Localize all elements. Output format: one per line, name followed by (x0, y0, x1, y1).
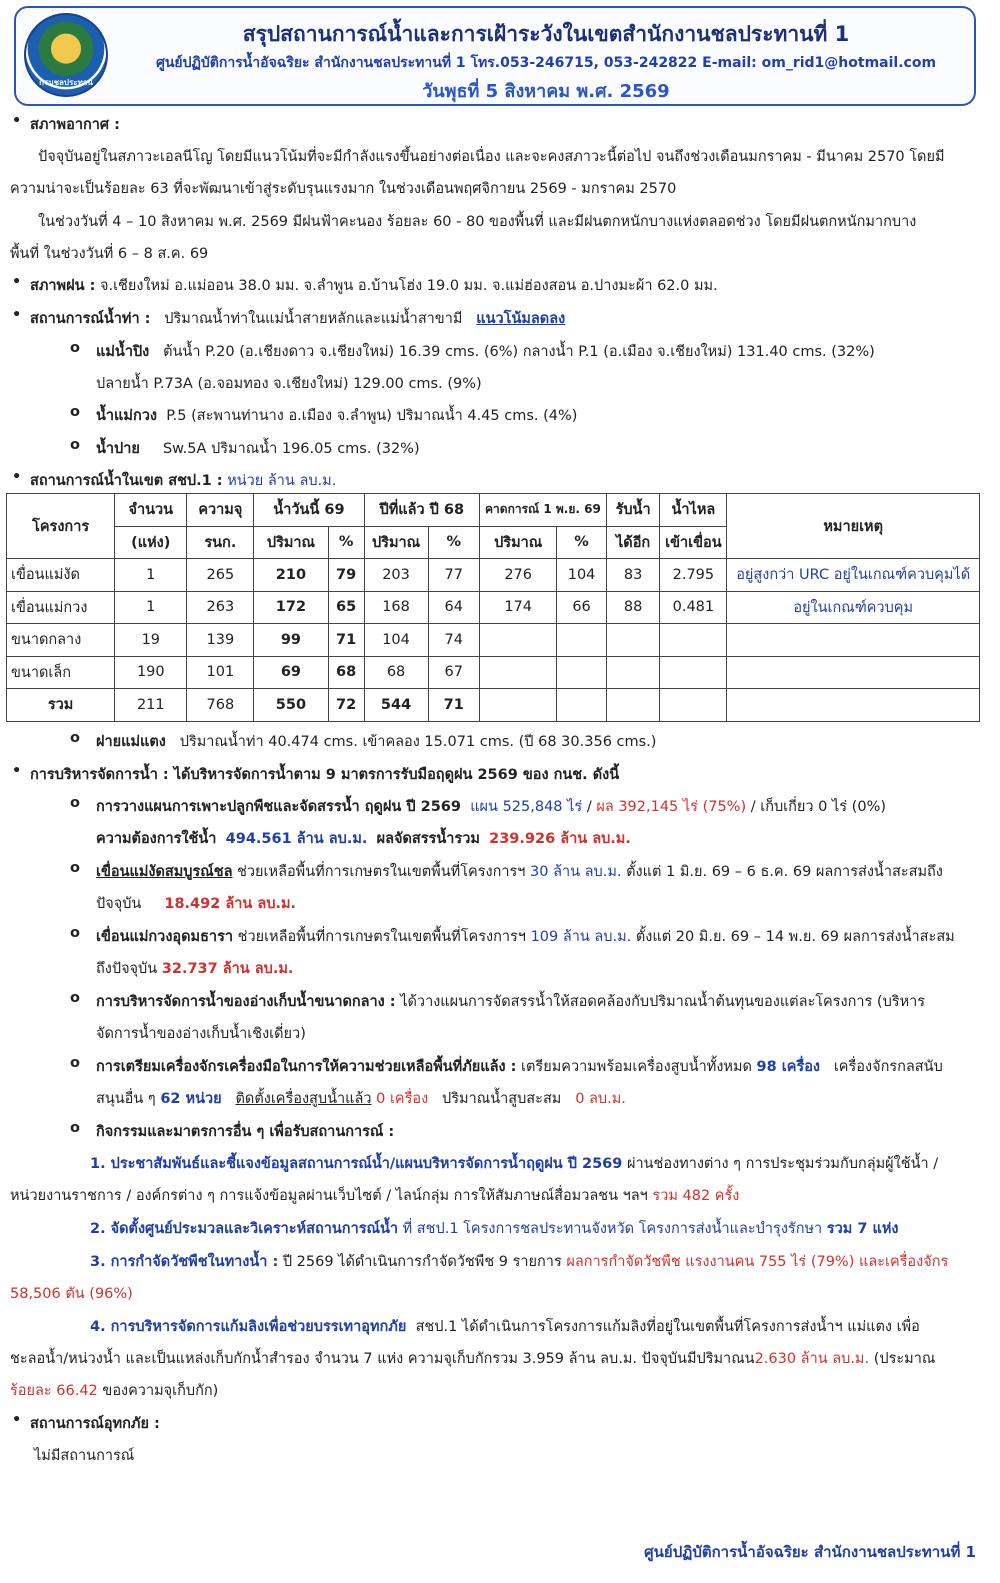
col-forecast: คาดการณ์ 1 พ.ย. 69 (480, 494, 607, 527)
bullet-icon: • (12, 469, 22, 485)
circle-bullet-icon: o (70, 404, 80, 420)
mgmt-item-6: กิจกรรมและมาตรการอื่น ๆ เพื่อรับสถานการณ์ : (96, 1124, 395, 1140)
mgmt-item-5b: สนุนอื่น ๆ 62 หน่วย ติดตั้งเครื่องสูบน้ำแล้ว 0 เครื่อง ปริมาณน้ำสูบสะสม 0 ลบ.ม. (96, 1091, 626, 1107)
circle-bullet-icon: o (70, 1120, 80, 1136)
table-total-row: รวม 211 768 550 72 544 71 (7, 689, 980, 722)
table-row: เขื่อนแม่กวง 1 263 172 65 168 64 174 66 88 0.481 อยู่ในเกณฑ์ควบคุม (7, 591, 980, 624)
activity-4: 4. การบริหารจัดการแก้มลิงเพื่อช่วยบรรเทาอุทกภัย สชป.1 ได้ดำเนินการโครงการแก้มลิงที่อยู่ในเขตพื้นที่โครงการส่งน้ำฯ แม่แตง เพื่อ (90, 1319, 920, 1335)
report-title: สรุปสถานการณ์น้ำและการเฝ้าระวังในเขตสำนักงานชลประทานที่ 1 (242, 22, 850, 46)
weather-text-2b: พื้นที่ ในช่วงวันที่ 6 – 8 ส.ค. 69 (10, 246, 209, 262)
activity-3b: 58,506 ตัน (96%) (10, 1286, 133, 1302)
maetaeng-text: ปริมาณน้ำท่า 40.474 cms. เข้าคลอง 15.071 cms. (ปี 68 30.356 cms.) (179, 734, 657, 750)
bullet-icon: • (12, 274, 22, 290)
col-capacity-unit: รนก. (187, 526, 254, 559)
circle-bullet-icon: o (70, 437, 80, 453)
col-count-unit: (แห่ง) (115, 526, 187, 559)
col-today: น้ำวันนี้ 69 (254, 494, 364, 527)
reservoir-heading-line (30, 469, 336, 492)
runoff-trend: แนวโน้มลดลง (476, 311, 566, 327)
circle-bullet-icon: o (70, 860, 80, 876)
maetaeng-line (96, 730, 656, 753)
mgmt-item-3: เขื่อนแม่กวงอุดมธารา ช่วยเหลือพื้นที่การเกษตรในเขตพื้นที่โครงการฯ 109 ล้าน ลบ.ม. ตั้งแต่ 20 มิ.ย. 69 – 14 พ.ย. 69 ผลการส่งน้ำสะสม (96, 929, 955, 945)
col-count: จำนวน (115, 494, 187, 527)
pai-line (96, 437, 420, 460)
ping-line (96, 340, 875, 363)
logo-text: กรมชลประทาน (39, 78, 93, 87)
runoff-line (30, 307, 565, 330)
reservoir-table (6, 493, 980, 722)
flood-heading: สถานการณ์อุทกภัย : (30, 1416, 160, 1432)
rain-line (30, 274, 718, 297)
activity-4b: ชะลอน้ำ/หน่วงน้ำ และเป็นแหล่งเก็บกักน้ำสำรอง จำนวน 7 แห่ง ความจุเก็บกักรวม 3.959 ล้าน ลบ.ม. ปัจจุบันมีปริมาณน2.630 ล้าน ลบ.ม. (ประมาณ (10, 1351, 936, 1367)
remark-cell: อยู่ในเกณฑ์ควบคุม (727, 591, 980, 624)
col-ly-volume: ปริมาณ (364, 526, 428, 559)
circle-bullet-icon: o (70, 990, 80, 1006)
activity-1b: หน่วยงานราชการ / องค์กรต่าง ๆ การแจ้งข้อมูลผ่านเว็บไซต์ / ไลน์กลุ่ม การให้สัมภาษณ์สื่อมวลชน ฯลฯ รวม 482 ครั้ง (10, 1188, 740, 1204)
table-row: เขื่อนแม่งัด 1 265 210 79 203 77 276 104 83 2.795 อยู่สูงกว่า URC อยู่ในเกณฑ์ควบคุมได้ (7, 559, 980, 592)
col-last-year: ปีที่แล้ว ปี 68 (364, 494, 479, 527)
rid-logo-icon (24, 13, 108, 97)
circle-bullet-icon: o (70, 340, 80, 356)
report-contact: ศูนย์ปฏิบัติการน้ำอัจฉริยะ สำนักงานชลประทานที่ 1 โทร.053-246715, 053-242822 E-mail: om_rid1@hotmail.com (155, 55, 937, 71)
circle-bullet-icon: o (70, 730, 80, 746)
table-row: ขนาดเล็ก 190 101 69 68 68 67 (7, 656, 980, 689)
runoff-text: ปริมาณน้ำท่าในแม่น้ำสายหลักและแม่น้ำสาขามี (164, 311, 463, 327)
runoff-heading: สถานการณ์น้ำท่า : (30, 311, 151, 327)
weather-text-1a: ปัจจุบันอยู่ในสภาวะเอลนีโญ โดยมีแนวโน้มที่จะมีกำลังแรงขึ้นอย่างต่อเนื่อง และจะคงสภาวะนี้ต่อไป จนถึงช่วงเดือนมกราคม - มีนาคม 2570 โดยมี (38, 149, 945, 165)
kuang-line (96, 404, 577, 427)
reservoir-heading: สถานการณ์น้ำในเขต สชป.1 : (30, 473, 223, 489)
mgmt-item-1b: ความต้องการใช้น้ำ 494.561 ล้าน ลบ.ม. ผลจัดสรรน้ำรวม 239.926 ล้าน ลบ.ม. (96, 831, 631, 847)
mgmt-item-3b: ถึงปัจจุบัน 32.737 ล้าน ลบ.ม. (96, 961, 294, 977)
col-inflow: น้ำไหล (660, 494, 727, 527)
pai-text: Sw.5A ปริมาณน้ำ 196.05 cms. (32%) (162, 441, 420, 457)
bullet-icon: • (12, 763, 22, 779)
col-remark: หมายเหตุ (727, 494, 980, 559)
col-capacity: ความจุ (187, 494, 254, 527)
col-inflow-2: เข้าเขื่อน (660, 526, 727, 559)
col-fc-pct: % (557, 526, 606, 559)
col-receive-2: ได้อีก (606, 526, 660, 559)
pai-label: น้ำปาย (96, 441, 140, 457)
rain-text: จ.เชียงใหม่ อ.แม่ออน 38.0 มม. จ.ลำพูน อ.บ้านโฮ่ง 19.0 มม. จ.แม่ฮ่องสอน อ.ปางมะผ้า 62.0 มม. (99, 278, 718, 294)
activity-1: 1. ประชาสัมพันธ์และชี้แจงข้อมูลสถานการณ์น้ำ/แผนบริหารจัดการน้ำฤดูฝน ปี 2569 ผ่านช่องทางต่าง ๆ การประชุมร่วมกับกลุ่มผู้ใช้น้ำ / (90, 1156, 939, 1172)
mgmt-item-4: การบริหารจัดการน้ำของอ่างเก็บน้ำขนาดกลาง : ได้วางแผนการจัดสรรน้ำให้สอดคล้องกับปริมาณน้ำต้นทุนของแต่ละโครงการ (บริหาร (96, 994, 926, 1010)
weather-text-1b: ความน่าจะเป็นร้อยละ 63 ที่จะพัฒนาเข้าสู่ระดับรุนแรงมาก ในช่วงเดือนพฤศจิกายน 2569 - มกราคม 2570 (10, 181, 677, 197)
table-row: ขนาดกลาง 19 139 99 71 104 74 (7, 624, 980, 657)
activity-4c: ร้อยละ 66.42 ของความจุเก็บกัก) (10, 1383, 219, 1399)
col-today-volume: ปริมาณ (254, 526, 328, 559)
management-heading: การบริหารจัดการน้ำ : ได้บริหารจัดการน้ำตาม 9 มาตรการรับมือฤดูฝน 2569 ของ กนช. ดังนี้ (30, 767, 620, 783)
col-today-pct: % (328, 526, 364, 559)
weather-text-2a: ในช่วงวันที่ 4 – 10 สิงหาคม พ.ศ. 2569 มีฝนฟ้าคะนอง ร้อยละ 60 - 80 ของพื้นที่ และมีฝนตกหนักบางแห่งตลอดช่วง โดยมีฝนตกหนักมากบาง (38, 214, 917, 230)
circle-bullet-icon: o (70, 795, 80, 811)
col-fc-volume: ปริมาณ (480, 526, 557, 559)
circle-bullet-icon: o (70, 1055, 80, 1071)
ping-text: ต้นน้ำ P.20 (อ.เชียงดาว จ.เชียงใหม่) 16.39 cms. (6%) กลางน้ำ P.1 (อ.เมือง จ.เชียงใหม่) 131.40 cms. (32%) (163, 344, 875, 360)
activity-2: 2. จัดตั้งศูนย์ประมวลและวิเคราะห์สถานการณ์น้ำ ที่ สชป.1 โครงการชลประทานจังหวัด โครงการส่งน้ำและบำรุงรักษา รวม 7 แห่ง (90, 1221, 899, 1237)
footer-signature: ศูนย์ปฏิบัติการน้ำอัจฉริยะ สำนักงานชลประทานที่ 1 (644, 1543, 976, 1561)
mgmt-item-2b: ปัจจุบัน 18.492 ล้าน ลบ.ม. (96, 896, 297, 912)
weather-heading: • สภาพอากาศ : (30, 113, 120, 136)
table-header-row (7, 494, 980, 527)
maetaeng-label: ฝายแม่แตง (96, 734, 166, 750)
mgmt-item-4b: จัดการน้ำของอ่างเก็บน้ำเชิงเดี่ยว) (96, 1026, 306, 1042)
bullet-icon: • (12, 307, 22, 323)
ping-text-b: ปลายน้ำ P.73A (อ.จอมทอง จ.เชียงใหม่) 129.00 cms. (9%) (96, 376, 482, 392)
ping-label: แม่น้ำปิง (96, 344, 150, 360)
remark-cell: อยู่สูงกว่า URC อยู่ในเกณฑ์ควบคุมได้ (727, 559, 980, 592)
mgmt-item-1: การวางแผนการเพาะปลูกพืชและจัดสรรน้ำ ฤดูฝน ปี 2569 แผน 525,848 ไร่ / ผล 392,145 ไร่ (75%) / เก็บเกี่ยว 0 ไร่ (0%) (96, 799, 886, 815)
col-receive: รับน้ำ (606, 494, 660, 527)
mgmt-item-5: การเตรียมเครื่องจักรเครื่องมือในการให้ความช่วยเหลือพื้นที่ภัยแล้ง : เตรียมความพร้อมเครื่องสูบน้ำทั้งหมด 98 เครื่อง เครื่องจักรกลสนับ (96, 1059, 943, 1075)
report-date: วันพุธที่ 5 สิงหาคม พ.ศ. 2569 (422, 81, 670, 102)
report-header (14, 6, 976, 106)
circle-bullet-icon: o (70, 925, 80, 941)
flood-text: ไม่มีสถานการณ์ (34, 1448, 135, 1464)
col-ly-pct: % (428, 526, 480, 559)
rain-heading: สภาพฝน : (30, 278, 96, 294)
kuang-text: P.5 (สะพานท่านาง อ.เมือง จ.ลำพูน) ปริมาณน้ำ 4.45 cms. (4%) (166, 408, 578, 424)
col-project: โครงการ (7, 494, 115, 559)
mgmt-item-2: เขื่อนแม่งัดสมบูรณ์ชล ช่วยเหลือพื้นที่การเกษตรในเขตพื้นที่โครงการฯ 30 ล้าน ลบ.ม. ตั้งแต่ 1 มิ.ย. 69 – 6 ธ.ค. 69 ผลการส่งน้ำสะสมถึง (96, 864, 943, 880)
activity-3: 3. การกำจัดวัชพืชในทางน้ำ : ปี 2569 ได้ดำเนินการกำจัดวัชพืช 9 รายการ ผลการกำจัดวัชพืช แรงงานคน 755 ไร่ (79%) และเครื่องจักร (90, 1254, 949, 1270)
bullet-icon: • (12, 1412, 22, 1428)
kuang-label: น้ำแม่กวง (96, 408, 157, 424)
reservoir-unit: หน่วย ล้าน ลบ.ม. (227, 473, 337, 489)
